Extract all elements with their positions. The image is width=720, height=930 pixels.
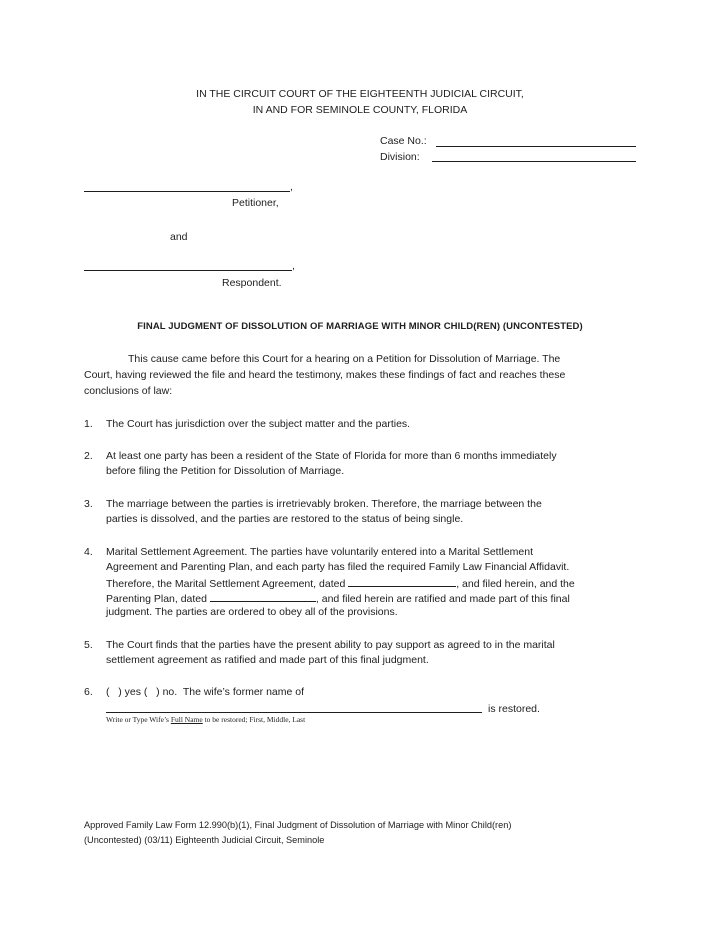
- respondent-comma: ,: [292, 260, 295, 272]
- item-5-line-2: settlement agreement as ratified and made part of this final judgment.: [106, 654, 429, 666]
- item-1-text: The Court has jurisdiction over the subject matter and the parties.: [106, 418, 411, 430]
- item-6-restored: is restored.: [488, 703, 540, 715]
- parenting-plan-date-blank: [210, 590, 316, 602]
- intro-line-1: This cause came before this Court for a hearing on a Petition for Dissolution of Marriage. The: [128, 353, 561, 365]
- form-footer: [84, 818, 511, 848]
- respondent-label: Respondent.: [222, 277, 282, 289]
- item-4-line-5: judgment. The parties are ordered to obey all of the provisions.: [106, 606, 398, 618]
- item-5-line-1: The Court finds that the parties have the present ability to pay support as agreed to in the marital: [106, 639, 555, 651]
- item-4-line-1: Marital Settlement Agreement. The parties have voluntarily entered into a Marital Settlement: [106, 546, 534, 558]
- former-name-caption: [106, 715, 305, 724]
- item-4-line-2: Agreement and Parenting Plan, and each party has filed the required Family Law Financial Affidavit.: [106, 561, 570, 573]
- item-3-number: 3.: [84, 498, 93, 510]
- petitioner-label: Petitioner,: [232, 197, 279, 209]
- former-name-line: [106, 712, 482, 713]
- item-4-line-3-start: Therefore, the Marital Settlement Agreement, dated: [106, 578, 346, 590]
- intro-line-2: Court, having reviewed the file and heard the testimony, makes these findings of fact and reaches these: [84, 369, 566, 381]
- item-6-number: 6.: [84, 686, 93, 698]
- item-2-line-2: before filing the Petition for Dissolution of Marriage.: [106, 465, 345, 477]
- court-heading: [160, 86, 560, 118]
- division-field: [380, 150, 420, 165]
- petitioner-name-line: [84, 191, 290, 192]
- case-number-field: [380, 134, 427, 149]
- item-4-number: 4.: [84, 546, 93, 558]
- item-4-line-4-start: Parenting Plan, dated: [106, 593, 207, 605]
- document-title: FINAL JUDGMENT OF DISSOLUTION OF MARRIAGE WITH MINOR CHILD(REN) (UNCONTESTED): [137, 321, 583, 332]
- caption-pre: Write or Type Wife’s: [106, 715, 171, 724]
- division-label: Division:: [380, 151, 420, 163]
- petitioner-comma: ,: [290, 181, 293, 193]
- division-line: [432, 161, 636, 162]
- item-6-line-1: ( ) yes ( ) no. The wife’s former name of: [106, 686, 305, 698]
- item-3-line-1: The marriage between the parties is irretrievably broken. Therefore, the marriage between the: [106, 498, 542, 510]
- item-1-number: 1.: [84, 418, 93, 430]
- caption-underlined: Full Name: [170, 715, 203, 724]
- intro-line-3: conclusions of law:: [84, 385, 173, 397]
- item-2-number: 2.: [84, 450, 93, 462]
- item-5-number: 5.: [84, 639, 93, 651]
- respondent-name-line: [84, 270, 292, 271]
- court-line-1: IN THE CIRCUIT COURT OF THE EIGHTEENTH JUDICIAL CIRCUIT,: [196, 88, 524, 100]
- item-2-line-1: At least one party has been a resident of the State of Florida for more than 6 months immediately: [106, 450, 557, 462]
- and-label: and: [170, 231, 188, 243]
- court-line-2: IN AND FOR SEMINOLE COUNTY, FLORIDA: [252, 104, 468, 116]
- footer-line-2: (Uncontested) (03/11) Eighteenth Judicial Circuit, Seminole: [84, 835, 325, 845]
- caption-post: to be restored; First, Middle, Last: [202, 715, 306, 724]
- case-number-line: [436, 146, 636, 147]
- item-4-line-3-end: , and filed herein, and the: [456, 578, 575, 590]
- msa-date-blank: [348, 575, 456, 587]
- case-number-label: Case No.:: [380, 135, 427, 147]
- item-3-line-2: parties is dissolved, and the parties are restored to the status of being single.: [106, 513, 464, 525]
- footer-line-1: Approved Family Law Form 12.990(b)(1), Final Judgment of Dissolution of Marriage with Minor Child(ren): [84, 820, 512, 830]
- item-4-line-4-end: , and filed herein are ratified and made part of this final: [315, 593, 570, 605]
